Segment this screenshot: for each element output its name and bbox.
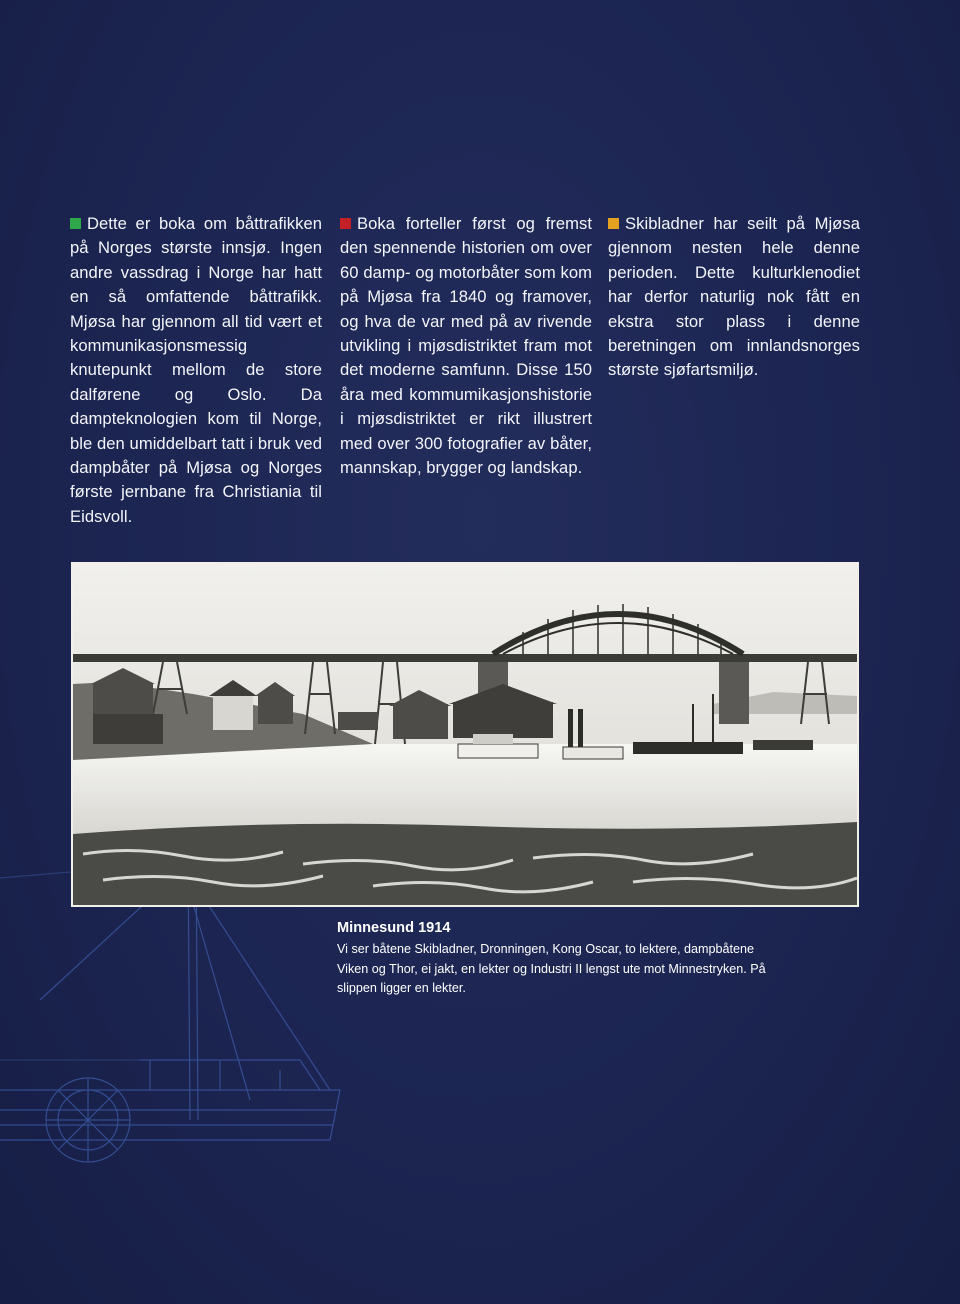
orange-square-marker — [608, 218, 619, 229]
photo-caption — [337, 919, 777, 999]
column-1-text: Dette er boka om båttrafikken på Norges største innsjø. Ingen andre vassdrag i Norge har hatt en så omfattende båttrafikk. Mjøsa har gjennom all tid vært et kommunikasjonsmessig knutepunkt mellom de store dalførene og Oslo. Da dampteknologien kom til Norge, ble den umiddelbart tatt i bruk ved dampbåter på Mjøsa og Norges første jernbane fra Christiania til Eidsvoll. — [70, 214, 322, 526]
text-column-2 — [340, 212, 592, 480]
red-square-marker — [340, 218, 351, 229]
historic-photo — [71, 562, 859, 907]
text-column-3 — [608, 212, 860, 383]
caption-title: Minnesund 1914 — [337, 920, 451, 936]
column-3-text: Skibladner har seilt på Mjøsa gjennom nesten hele denne perioden. Dette kulturklenodiet har derfor naturlig nok fått en ekstra stor plass i denne beretningen om innlandsnorges største sjøfartsmiljø. — [608, 214, 860, 380]
text-column-1 — [70, 212, 322, 529]
green-square-marker — [70, 218, 81, 229]
caption-text: Vi ser båtene Skibladner, Dronningen, Kong Oscar, to lektere, dampbåtene Viken og Thor, ei jakt, en lekter og Industri II lengst ute mot Minnestryken. På slippen ligger en lekter. — [337, 942, 766, 995]
bridge-harbour-illustration — [73, 564, 857, 905]
column-2-text: Boka forteller først og fremst den spennende historien om over 60 damp- og motorbåter som kom på Mjøsa fra 1840 og framover, og hva de var med på av rivende utvikling i mjøsdistriktet fram mot det moderne samfunn. Disse 150 åra med kommumikasjonshistorie i mjøsdistriktet er rikt illustrert med over 300 fotografier av båter, mannskap, brygger og landskap. — [340, 214, 592, 478]
